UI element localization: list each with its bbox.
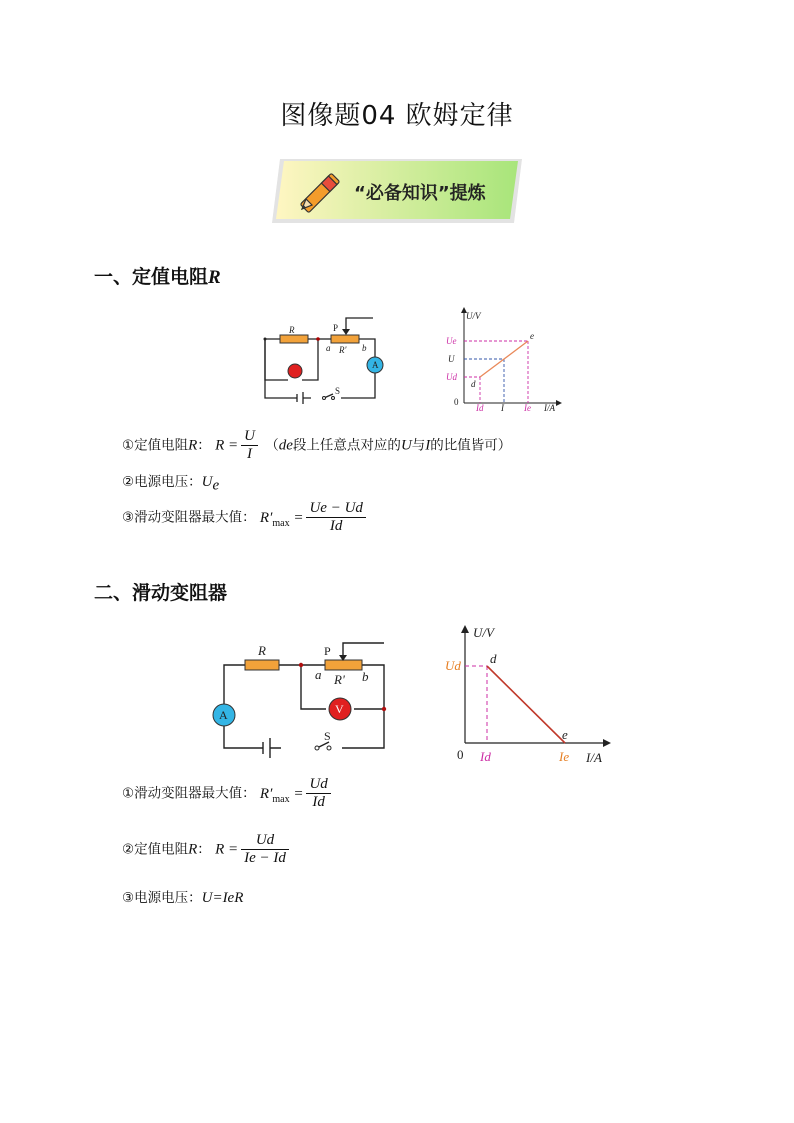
s2-item2-num: Ud [241, 832, 289, 850]
section2-heading: 二、滑动变阻器 [94, 582, 228, 604]
graph1-x-axis: I/A [544, 403, 555, 413]
graph2-e: e [562, 727, 568, 742]
s1-item1-num: U [241, 428, 258, 446]
rheostat2 [325, 660, 362, 670]
red-meter-icon [288, 364, 302, 378]
graph1-u: U [448, 354, 455, 364]
s2-item2-den: Ie − Id [244, 850, 286, 866]
section2-item3 [122, 886, 243, 907]
section1-item1: ①定值电阻R： R = $\frac{U}{I}$ （de段上任意点对应的U与I的比值皆可） [122, 428, 512, 462]
s1-item1-label: ①定值电阻 [122, 437, 189, 454]
s2-item1-num: Ud [306, 776, 330, 794]
page-title: 图像题04 欧姆定律 [280, 101, 514, 131]
label2-rp: R' [334, 672, 345, 687]
resistor-r [280, 335, 308, 343]
knowledge-banner [272, 157, 524, 225]
label2-a: a [315, 667, 322, 682]
section1-item3: ③滑动变阻器最大值： $R'_{max}$ = $\frac{Ue - Ud}{Id}$ [122, 500, 369, 535]
s1-item3-label: ③滑动变阻器最大值： [122, 509, 256, 526]
s1-note-open: （ [265, 437, 279, 454]
resistor-r2 [245, 660, 279, 670]
graph1-ie: Ie [524, 403, 531, 413]
banner-text: “必备知识”提炼 [354, 183, 486, 204]
label2-s: S [324, 729, 331, 743]
s1-item2-sub: e [212, 477, 220, 494]
s2-item3-val: U=IeR [201, 890, 244, 906]
s1-note-de: de [278, 437, 293, 454]
section1-circuit [255, 312, 390, 408]
section2-graph [440, 622, 620, 770]
section1-heading [94, 262, 221, 289]
label-p: P [333, 323, 339, 333]
s1-note-end: 的比值皆可） [430, 437, 512, 454]
graph2-ud: Ud [445, 658, 461, 673]
graph2-origin: 0 [457, 747, 464, 762]
graph2-line [487, 666, 565, 743]
s2-item3-label: ③电源电压： [122, 890, 202, 906]
s1-item3-num: Ue − Ud [306, 500, 365, 518]
label2-r: R [258, 643, 266, 658]
label2-voltmeter: V [335, 702, 344, 716]
s1-note-mid: 段上任意点对应的 [292, 437, 401, 454]
graph1-d: d [471, 379, 476, 389]
graph1-ue: Ue [446, 336, 457, 346]
graph1-y-axis: U/V [466, 311, 481, 321]
s1-note-and: 与 [411, 437, 426, 454]
label-b: b [362, 343, 367, 353]
s1-item1-fraction [241, 428, 258, 463]
label2-b: b [362, 669, 369, 684]
graph1-origin: 0 [454, 397, 459, 407]
s1-item2-label: ②电源电压： [122, 474, 202, 490]
s1-note-i: I [425, 437, 431, 454]
s1-item2-val: U [201, 474, 213, 490]
s1-item3-den: Id [329, 518, 343, 534]
section1-heading-text: 一、定值电阻 [94, 266, 209, 288]
s1-item1-den: I [247, 446, 253, 462]
section1-heading-var: R [208, 267, 221, 288]
s2-item2-label: ②定值电阻 [122, 841, 189, 858]
section2-item1: ①滑动变阻器最大值： $R'_{max}$ = $\frac{Ud}{Id}$ [122, 776, 334, 811]
graph2-ie: Ie [559, 749, 570, 764]
s1-item1-var: R [188, 437, 198, 454]
graph2-y-axis: U/V [473, 625, 494, 640]
graph2-id: Id [480, 749, 491, 764]
graph1-id: Id [476, 403, 484, 413]
s1-item3-fraction [306, 500, 365, 535]
rheostat [331, 335, 359, 343]
label-s: S [335, 386, 341, 396]
section2-circuit [205, 640, 395, 765]
section1-graph [440, 305, 570, 413]
graph1-i: I [501, 403, 504, 413]
s2-item1-fraction [306, 776, 330, 811]
label-a: a [326, 343, 331, 353]
label-r: R [289, 325, 295, 335]
graph2-x-axis: I/A [586, 750, 602, 765]
label-rp: R' [339, 345, 347, 355]
section2-item2: ②定值电阻R： R = $\frac{Ud}{Ie - Id}$ [122, 832, 292, 867]
s1-item1-colon: ： [197, 437, 211, 454]
section1-item2 [122, 470, 219, 495]
graph2-d: d [490, 651, 497, 666]
s2-item1-den: Id [312, 794, 325, 810]
s2-item2-fraction [241, 832, 289, 867]
s1-note-u: U [400, 437, 412, 454]
s2-item1-label: ①滑动变阻器最大值： [122, 785, 256, 802]
label2-p: P [324, 644, 331, 658]
label-ammeter: A [372, 360, 379, 370]
s2-item2-colon: ： [197, 841, 211, 858]
graph1-e: e [530, 331, 534, 341]
graph1-ud: Ud [446, 372, 457, 382]
s2-item2-var: R [188, 841, 198, 858]
label2-ammeter: A [219, 708, 228, 722]
